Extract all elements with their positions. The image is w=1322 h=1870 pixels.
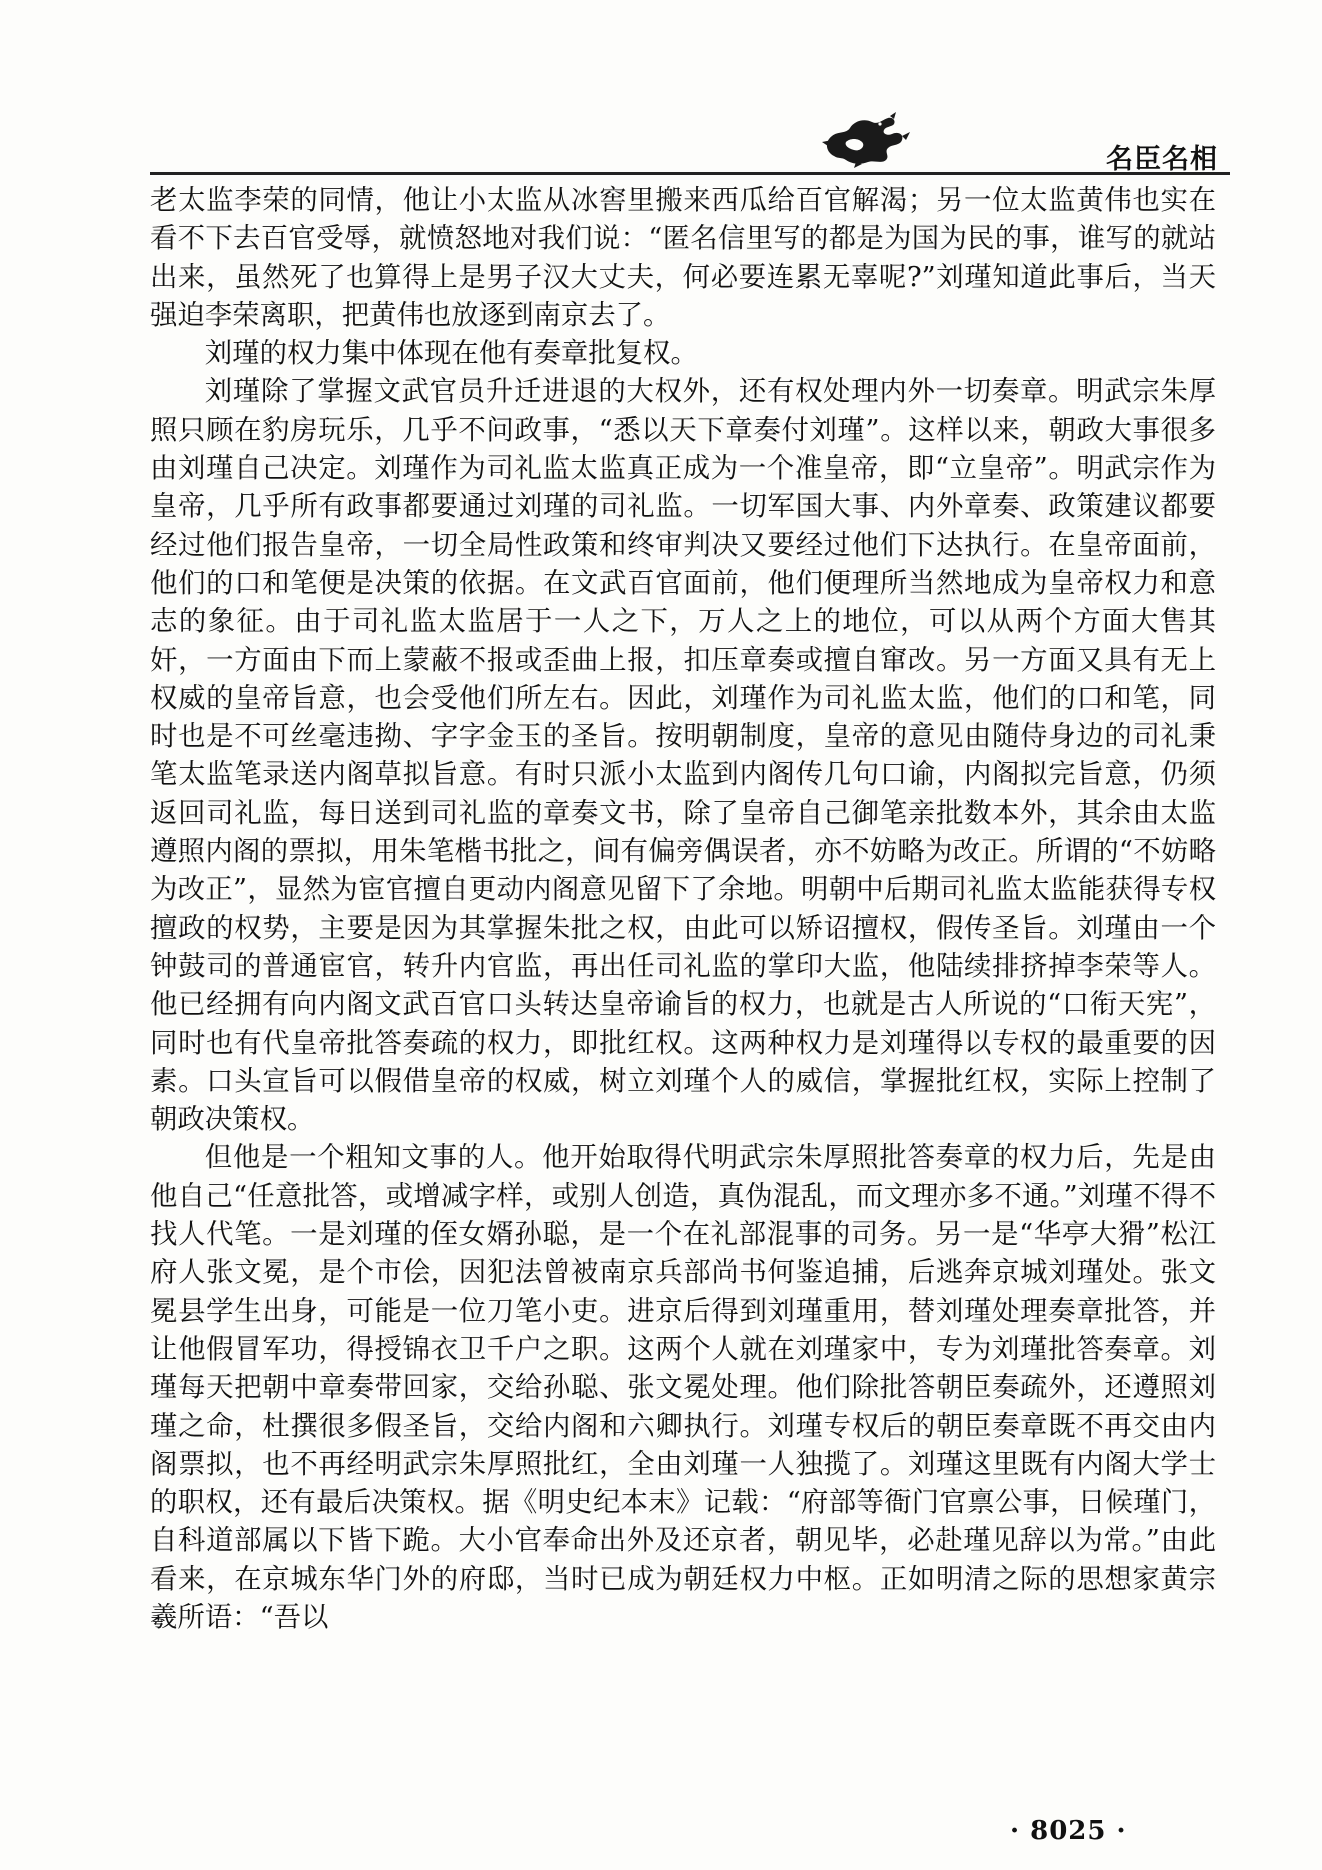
paragraph: 刘瑾的权力集中体现在他有奏章批复权。 [204, 338, 698, 370]
page-number: · 8025 · [1010, 1816, 1127, 1846]
dragon-icon [816, 112, 912, 168]
paragraph: 刘瑾除了掌握文武官员升迁进退的大权外，还有权处理内外一切奏章。明武宗朱厚照只顾在豹房玩乐，几乎不问政事，“悉以天下章奏付刘瑾”。这样以来，朝政大事很多由刘瑾自己决定。刘瑾作为司礼监太监真正成为一个准皇帝，即“立皇帝”。明武宗作为皇帝，几乎所有政事都要通过刘瑾的司礼监。一切军国大事、内外章奏、政策建议都要经过他们报告皇帝，一切全局性政策和终审判决又要经过他们下达执行。在皇帝面前，他们的口和笔便是决策的依据。在文武百官面前，他们便理所当然地成为皇帝权力和意志的象征。由于司礼监太监居于一人之下，万人之上的地位，可以从两个方面大售其奸，一方面由下而上蒙蔽不报或歪曲上报，扣压章奏或擅自窜改。另一方面又具有无上权威的皇帝旨意，也会受他们所左右。因此，刘瑾作为司礼监太监，他们的口和笔，同时也是不可丝毫违拗、字字金玉的圣旨。按明朝制度，皇帝的意见由随侍身边的司礼秉笔太监笔录送内阁草拟旨意。有时只派小太监到内阁传几句口谕，内阁拟完旨意，仍须返回司礼监，每日送到司礼监的章奏文书，除了皇帝自己御笔亲批数本外，其余由太监遵照内阁的票拟，用朱笔楷书批之，间有偏旁偶误者，亦不妨略为改正。所谓的“不妨略为改正”，显然为宦官擅自更动内阁意见留下了余地。明朝中后期司礼监太监能获得专权擅政的权势，主要是因为其掌握朱批之权，由此可以矫诏擅权，假传圣旨。刘瑾由一个钟鼓司的普通宦官，转升内官监，再出任司礼监的掌印大监，他陆续排挤掉李荣等人。他已经拥有向内阁文武百官口头转达皇帝谕旨的权力，也就是古人所说的“口衔天宪”，同时也有代皇帝批答奏疏的权力，即批红权。这两种权力是刘瑾得以专权的最重要的因素。口头宣旨可以假借皇帝的权威，树立刘瑾个人的威信，掌握批红权，实际上控制了朝政决策权。 [150, 376, 1216, 1136]
header-rule [150, 172, 1230, 175]
paragraph: 老太监李荣的同情，他让小太监从冰窖里搬来西瓜给百官解渴；另一位太监黄伟也实在看不下去百官受辱，就愤怒地对我们说：“匿名信里写的都是为国为民的事，谁写的就站出来，虽然死了也算得上是男子汉大丈夫，何必要连累无辜呢?”刘瑾知道此事后，当天强迫李荣离职，把黄伟也放逐到南京去了。 [150, 185, 1216, 331]
paragraph: 但他是一个粗知文事的人。他开始取得代明武宗朱厚照批答奏章的权力后，先是由他自己“任意批答，或增减字样，或别人创造，真伪混乱，而文理亦多不通。”刘瑾不得不找人代笔。一是刘瑾的侄女婿孙聪，是一个在礼部混事的司务。另一是“华亭大猾”松江府人张文冕，是个市侩，因犯法曾被南京兵部尚书何鉴追捕，后逃奔京城刘瑾处。张文冕县学生出身，可能是一位刀笔小吏。进京后得到刘瑾重用，替刘瑾处理奏章批答，并让他假冒军功，得授锦衣卫千户之职。这两个人就在刘瑾家中，专为刘瑾批答奏章。刘瑾每天把朝中章奏带回家，交给孙聪、张文冕处理。他们除批答朝臣奏疏外，还遵照刘瑾之命，杜撰很多假圣旨，交给内阁和六卿执行。刘瑾专权后的朝臣奏章既不再交由内阁票拟，也不再经明武宗朱厚照批红，全由刘瑾一人独揽了。刘瑾这里既有内阁大学士的职权，还有最后决策权。据《明史纪本末》记载：“府部等衙门官禀公事，日候瑾门，自科道部属以下皆下跪。大小官奉命出外及还京者，朝见毕，必赴瑾见辞以为常。”由此看来，在京城东华门外的府邸，当时已成为朝廷权力中枢。正如明清之际的思想家黄宗羲所语：“吾以 [150, 1142, 1216, 1633]
body-text [150, 182, 1216, 1637]
running-header [150, 112, 1230, 174]
section-title: 名臣名相 [1106, 144, 1218, 175]
